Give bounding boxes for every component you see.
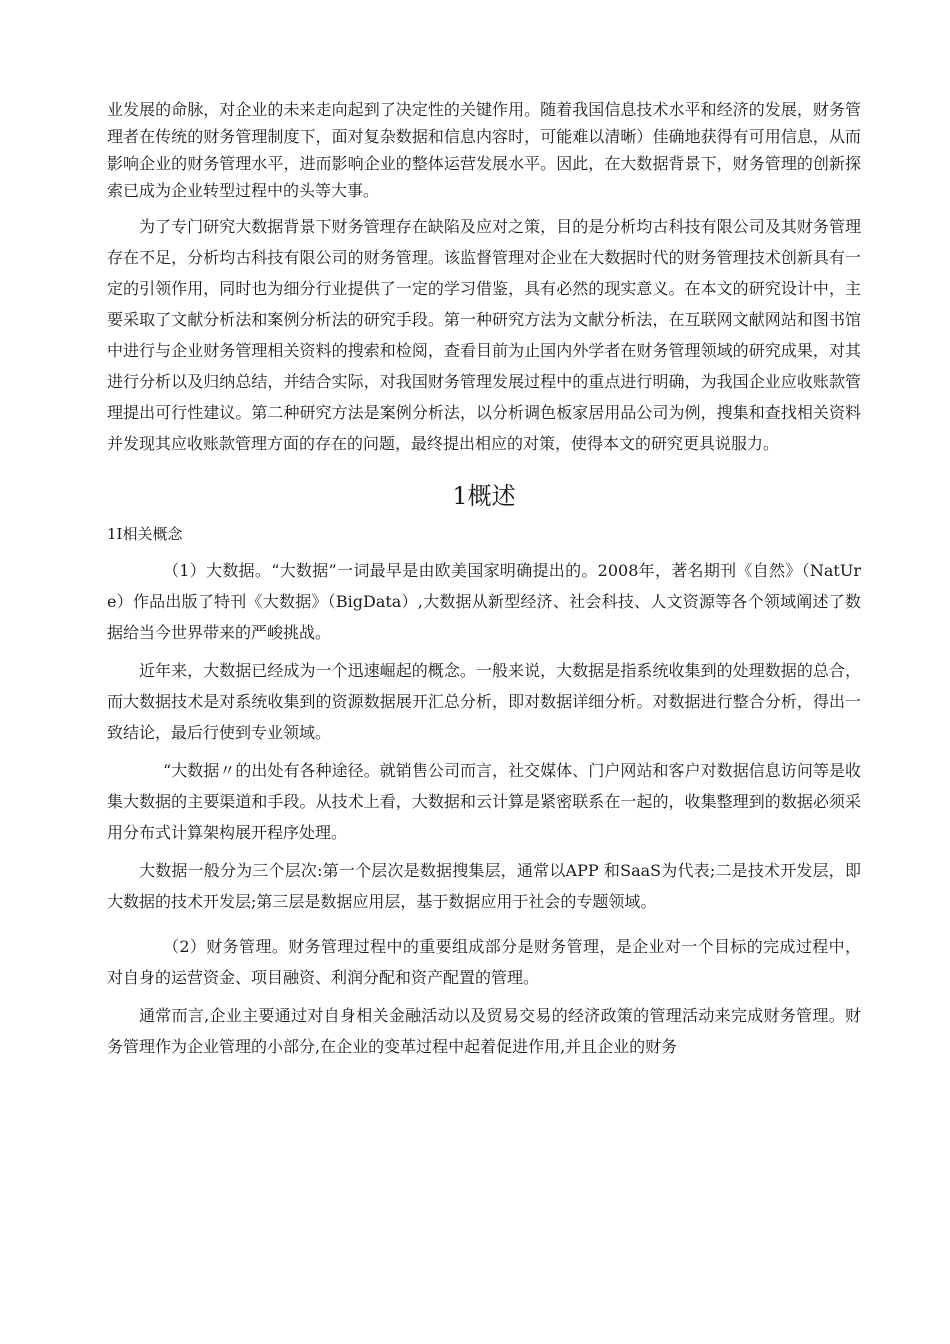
paragraph: （2）财务管理。财务管理过程中的重要组成部分是财务管理，是企业对一个目标的完成过程中，对自身的运营资金、项目融资、利润分配和资产配置的管理。 <box>107 937 861 987</box>
paragraph: 业发展的命脉，对企业的未来走向起到了决定性的关键作用。随着我国信息技术水平和经济的发展，财务管理者在传统的财务管理制度下，面对复杂数据和信息内容时，可能难以清晰）佳确地获得有可用信息，从而影响企业的财务管理水平，进而影响企业的整体运营发展水平。因此，在大数据背景下，财务管理的创新探索已成为企业转型过程中的头等大事。 <box>107 100 861 200</box>
paragraph: 为了专门研究大数据背景下财务管理存在缺陷及应对之策，目的是分析均古科技有限公司及其财务管理存在不足，分析均古科技有限公司的财务管理。该监督管理对企业在大数据时代的财务管理技术创新具有一定的引领作用，同时也为细分行业提供了一定的学习借鉴，具有必然的现实意义。在本文的研究设计中，主要采取了文献分析法和案例分析法的研究手段。第一种研究方法为文献分析法，在互联网文献网站和图书馆中进行与企业财务管理相关资料的搜索和检阅，查看目前为止国内外学者在财务管理领域的研究成果，对其进行分析以及归纳总结，并结合实际，对我国财务管理发展过程中的重点进行明确，为我国企业应收账款管理提出可行性建议。第二种研究方法是案例分析法，以分析调色板家居用品公司为例，搜集和查找相关资料并发现其应收账款管理方面的存在的问题，最终提出相应的对策，使得本文的研究更具说服力。 <box>107 217 861 453</box>
paragraph: “大数据〃的出处有各种途径。就销售公司而言，社交媒体、门户网站和客户对数据信息访问等是收集大数据的主要渠道和手段。从技术上看，大数据和云计算是紧密联系在一起的，收集整理到的数据必须采用分布式计算架构展开程序处理。 <box>107 761 861 842</box>
subsection-heading: 1I相关概念 <box>107 525 183 543</box>
paragraph: （1）大数据。“大数据”一词最早是由欧美国家明确提出的。2008年，著名期刊《自然》（NatUre）作品出版了特刊《大数据》（BigData）,大数据从新型经济、社会科技、人文资源等各个领域阐述了数据给当今世界带来的严峻挑战。 <box>107 561 861 642</box>
paragraph: 大数据一般分为三个层次:第一个层次是数据搜集层，通常以APP 和SaaS为代表;二是技术开发层，即大数据的技术开发层;第三层是数据应用层，基于数据应用于社会的专题领域。 <box>107 861 861 911</box>
document-body <box>107 96 861 1062</box>
paragraph: 通常而言,企业主要通过对自身相关金融活动以及贸易交易的经济政策的管理活动来完成财务管理。财务管理作为企业管理的小部分,在企业的变革过程中起着促进作用,并且企业的财务 <box>107 1006 861 1056</box>
paragraph: 近年来，大数据已经成为一个迅速崛起的概念。一般来说，大数据是指系统收集到的处理数据的总合，而大数据技术是对系统收集到的资源数据展开汇总分析，即对数据详细分析。对数据进行整合分析，得出一致结论，最后行使到专业领域。 <box>107 661 861 742</box>
section-heading: 1概述 <box>452 482 516 510</box>
